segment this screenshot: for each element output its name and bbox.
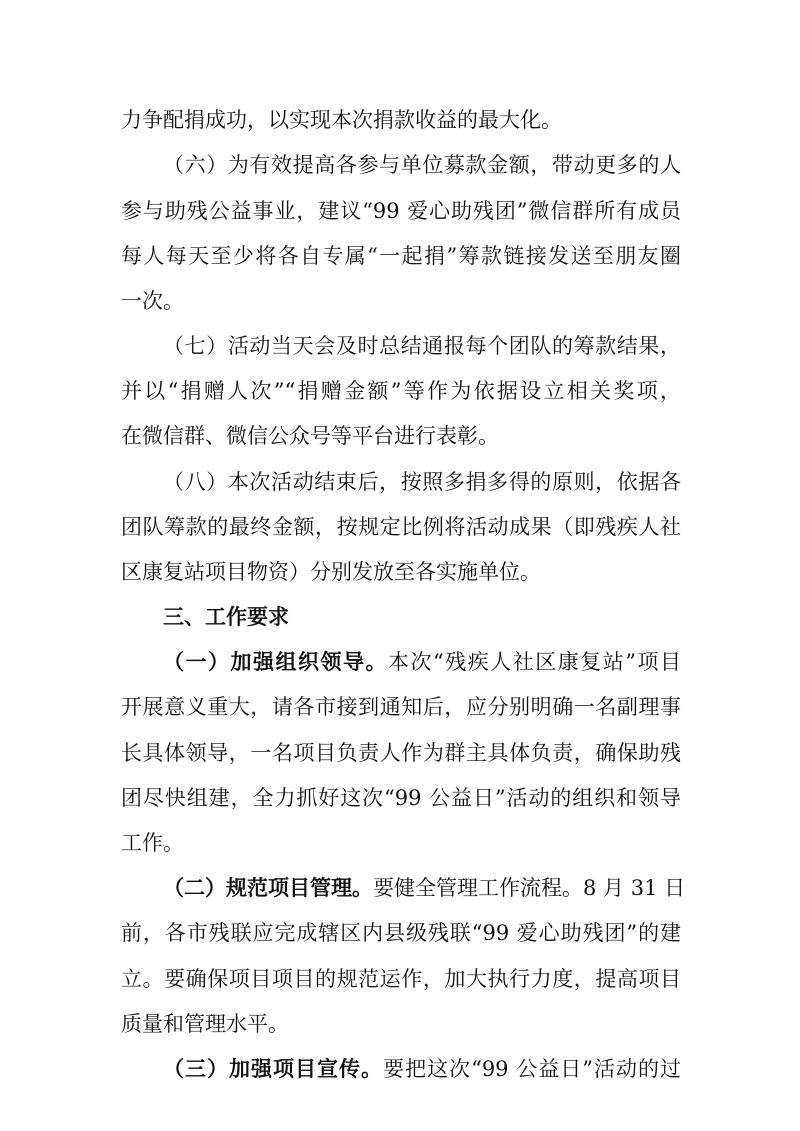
paragraph-line: 立。要确保项目项目的规范运作，加大执行力度，提高项目	[121, 967, 681, 991]
section-heading: 三、工作要求	[163, 605, 289, 629]
subsection-lead: （三）加强项目宣传。	[163, 1056, 384, 1081]
paragraph-line: 质量和管理水平。	[121, 1012, 289, 1036]
paragraph-line: 团队筹款的最终金额，按规定比例将活动成果（即残疾人社	[121, 515, 681, 539]
paragraph-line: 长具体领导，一名项目负责人作为群主具体负责，确保助残	[121, 741, 681, 765]
paragraph-line: 参与助残公益事业，建议“99 爱心助残团”微信群所有成员	[121, 199, 681, 223]
paragraph-line: 工作。	[121, 831, 184, 855]
paragraph-line	[163, 872, 686, 902]
subsection-lead: （一）加强组织领导。	[163, 649, 389, 674]
paragraph-line	[163, 1053, 681, 1083]
paragraph-line: 前，各市残联应完成辖区内县级残联“99 爱心助残团”的建	[121, 921, 681, 945]
paragraph-line	[163, 646, 681, 676]
paragraph-line: （八）本次活动结束后，按照多捐多得的原则，依据各	[163, 470, 681, 494]
paragraph-text: 本次“残疾人社区康复站”项目	[388, 650, 681, 674]
subsection-lead: （二）规范项目管理。	[163, 875, 373, 900]
paragraph-line: （七）活动当天会及时总结通报每个团队的筹款结果，	[163, 334, 681, 358]
paragraph-line: （六）为有效提高各参与单位募款金额，带动更多的人	[163, 153, 681, 177]
paragraph-line: 力争配捐成功，以实现本次捐款收益的最大化。	[121, 108, 562, 132]
paragraph-line: 团尽快组建，全力抓好这次“99 公益日”活动的组织和领导	[121, 786, 681, 810]
paragraph-line: 一次。	[121, 289, 184, 313]
paragraph-text: 要健全管理工作流程。8 月 31 日	[373, 876, 686, 900]
paragraph-line: 每人每天至少将各自专属“一起捐”筹款链接发送至朋友圈	[121, 244, 681, 268]
paragraph-line: 区康复站项目物资）分别发放至各实施单位。	[121, 560, 541, 584]
paragraph-line: 在微信群、微信公众号等平台进行表彰。	[121, 424, 499, 448]
paragraph-text: 要把这次“99 公益日”活动的过	[383, 1057, 681, 1081]
paragraph-line: 开展意义重大，请各市接到通知后，应分别明确一名副理事	[121, 695, 681, 719]
paragraph-line: 并以“捐赠人次”“捐赠金额”等作为依据设立相关奖项，	[121, 379, 681, 403]
